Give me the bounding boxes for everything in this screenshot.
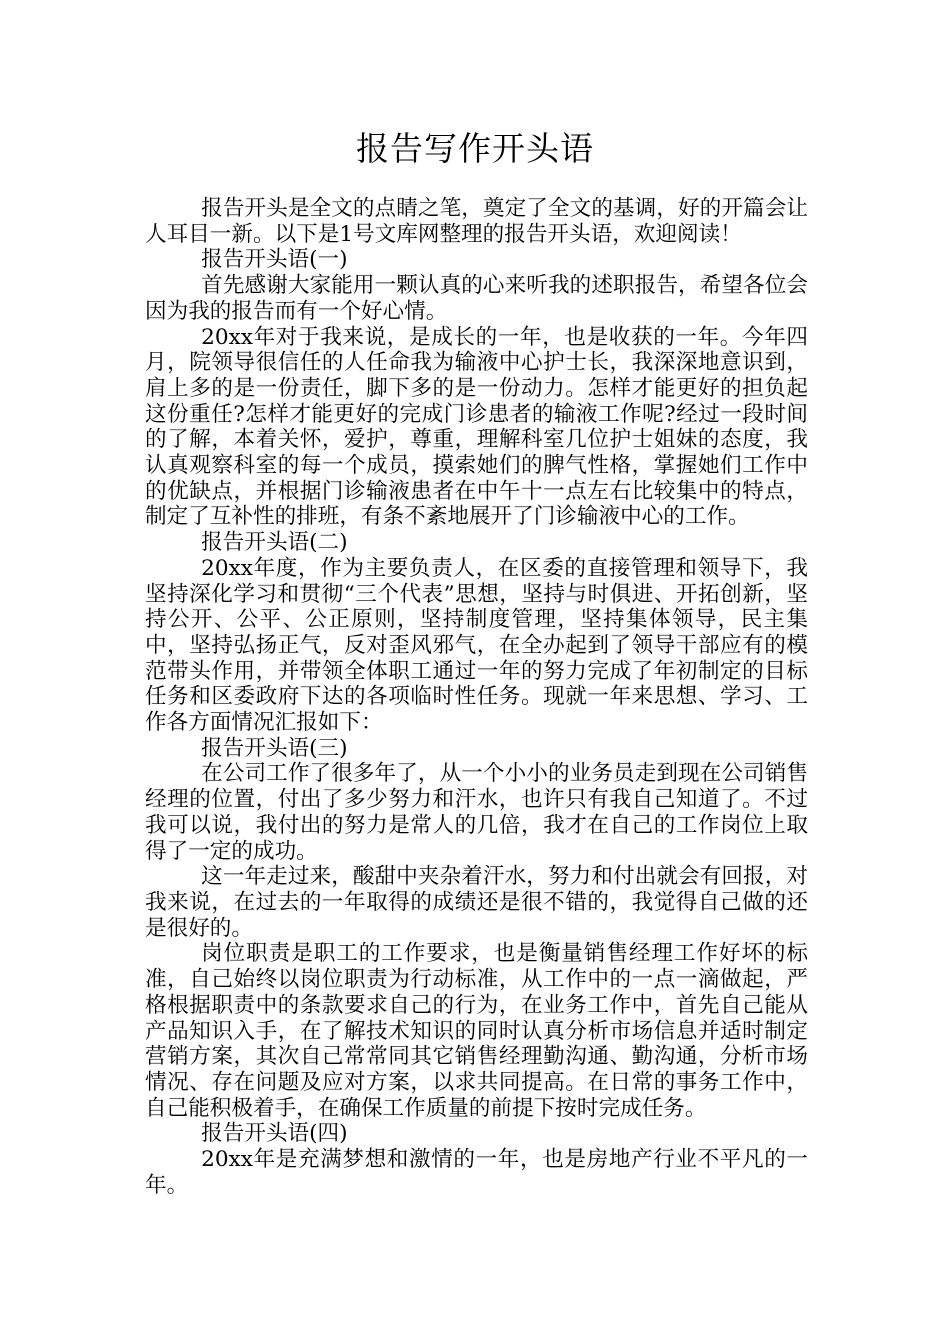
- paragraph: 20xx年度，作为主要负责人，在区委的直接管理和领导下，我坚持深化学习和贯彻“三个代表”思想，坚持与时俱进、开拓创新，坚持公开、公平、公正原则，坚持制度管理，坚持集体领导，民主集中，坚持弘扬正气，反对歪风邪气，在全办起到了领导干部应有的模范带头作用，并带领全体职工通过一年的努力完成了年初制定的目标任务和区委政府下达的各项临时性任务。现就一年来思想、学习、工作各方面情况汇报如下：: [145, 555, 808, 736]
- paragraph: 20xx年是充满梦想和激情的一年，也是房地产行业不平凡的一年。: [145, 1147, 808, 1198]
- paragraph: 20xx年对于我来说，是成长的一年，也是收获的一年。今年四月，院领导很信任的人任命我为输液中心护士长，我深深地意识到，肩上多的是一份责任，脚下多的是一份动力。怎样才能更好的担负起这份重任?怎样才能更好的完成门诊患者的输液工作呢?经过一段时间的了解，本着关怀，爱护，尊重，理解科室几位护士姐妹的态度，我认真观察科室的每一个成员，摸索她们的脾气性格，掌握她们工作中的优缺点，并根据门诊输液患者在中午十一点左右比较集中的特点，制定了互补性的排班，有条不紊地展开了门诊输液中心的工作。: [145, 324, 808, 530]
- intro-paragraph: 报告开头是全文的点睛之笔，奠定了全文的基调，好的开篇会让人耳目一新。以下是1号文库网整理的报告开头语，欢迎阅读！: [145, 196, 808, 247]
- document-body: [145, 196, 808, 1198]
- section-heading-1: 报告开头语(一): [201, 247, 348, 273]
- paragraph: 在公司工作了很多年了，从一个小小的业务员走到现在公司销售经理的位置，付出了多少努力和汗水，也许只有我自己知道了。不过我可以说，我付出的努力是常人的几倍，我才在自己的工作岗位上取得了一定的成功。: [145, 761, 808, 864]
- document-title: 报告写作开头语: [356, 129, 594, 168]
- paragraph: 岗位职责是职工的工作要求，也是衡量销售经理工作好坏的标准，自己始终以岗位职责为行动标准，从工作中的一点一滴做起，严格根据职责中的条款要求自己的行为，在业务工作中，首先自己能从产品知识入手，在了解技术知识的同时认真分析市场信息并适时制定营销方案，其次自己常常同其它销售经理勤沟通、勤沟通，分析市场情况、存在问题及应对方案，以求共同提高。在日常的事务工作中，自己能积极着手，在确保工作质量的前提下按时完成任务。: [145, 941, 808, 1121]
- paragraph: 这一年走过来，酸甜中夹杂着汗水，努力和付出就会有回报，对我来说，在过去的一年取得的成绩还是很不错的，我觉得自己做的还是很好的。: [145, 864, 808, 941]
- section-heading-4: 报告开头语(四): [201, 1121, 348, 1147]
- paragraph: 首先感谢大家能用一颗认真的心来听我的述职报告，希望各位会因为我的报告而有一个好心情。: [145, 273, 808, 324]
- section-heading-2: 报告开头语(二): [201, 530, 348, 556]
- section-heading-3: 报告开头语(三): [201, 735, 348, 761]
